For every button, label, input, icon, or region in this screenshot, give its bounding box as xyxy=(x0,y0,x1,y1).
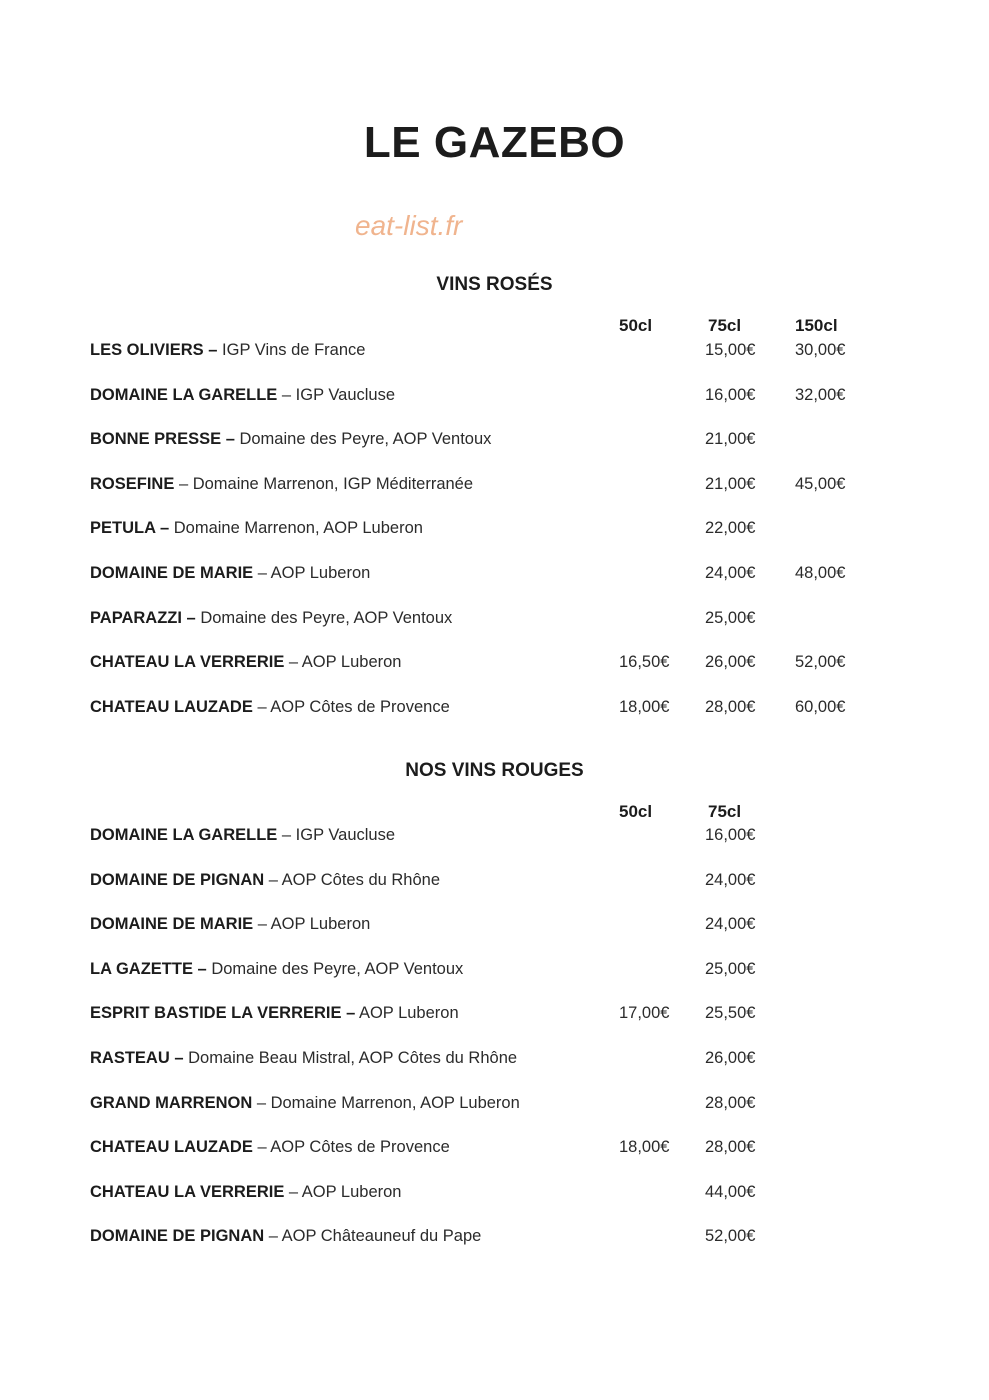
wine-description: – AOP Côtes de Provence xyxy=(252,697,450,716)
wine-row xyxy=(0,826,989,850)
wine-label xyxy=(90,653,401,672)
price-75cl: 24,00€ xyxy=(705,915,756,934)
price-75cl: 15,00€ xyxy=(705,341,756,359)
wine-description: Domaine des Peyre, AOP Ventoux xyxy=(195,608,453,627)
wine-label xyxy=(90,698,450,717)
wine-name: LA GAZETTE – xyxy=(90,959,207,978)
wine-name: CHATEAU LAUZADE xyxy=(90,697,253,716)
price-75cl: 24,00€ xyxy=(705,564,756,582)
wine-name: DOMAINE DE MARIE xyxy=(90,915,254,934)
wine-row xyxy=(0,1094,989,1118)
price-75cl: 24,00€ xyxy=(705,870,756,889)
wine-label xyxy=(90,915,370,934)
wine-description: – IGP Vaucluse xyxy=(277,385,396,404)
price-75cl: 52,00€ xyxy=(705,1227,756,1246)
section-title-rouges: NOS VINS ROUGES xyxy=(405,760,584,781)
wine-description: AOP Luberon xyxy=(355,1004,459,1023)
wine-label xyxy=(90,871,440,890)
watermark: eat-list.fr xyxy=(355,210,463,241)
wine-row xyxy=(0,1138,989,1162)
price-75cl: 25,50€ xyxy=(705,1004,756,1023)
price-50cl: 16,50€ xyxy=(619,653,670,672)
wine-name: GRAND MARRENON xyxy=(90,1093,253,1112)
wine-label xyxy=(90,960,463,979)
price-75cl: 26,00€ xyxy=(705,1049,756,1067)
price-75cl: 28,00€ xyxy=(705,1138,756,1157)
price-50cl: 17,00€ xyxy=(619,1004,670,1023)
roses-col-150cl: 150cl xyxy=(795,316,838,335)
price-75cl: 28,00€ xyxy=(705,1093,756,1112)
wine-name: CHATEAU LAUZADE xyxy=(90,1138,253,1157)
wine-description: – IGP Vaucluse xyxy=(277,826,396,844)
wine-name: LES OLIVIERS – xyxy=(90,341,218,359)
wine-description: – AOP Luberon xyxy=(253,915,371,934)
price-50cl: 18,00€ xyxy=(619,1138,670,1157)
wine-row xyxy=(0,564,989,588)
wine-row xyxy=(0,653,989,677)
price-150cl: 52,00€ xyxy=(795,653,846,672)
wine-description: Domaine des Peyre, AOP Ventoux xyxy=(206,959,464,978)
wine-row xyxy=(0,1049,989,1073)
price-150cl: 60,00€ xyxy=(795,697,846,716)
wine-label xyxy=(90,826,395,845)
roses-col-50cl: 50cl xyxy=(619,316,653,335)
wine-label xyxy=(90,341,365,360)
wine-label xyxy=(90,475,473,494)
price-75cl: 16,00€ xyxy=(705,385,756,404)
price-50cl: 18,00€ xyxy=(619,697,670,716)
wine-label xyxy=(90,386,395,405)
wine-row xyxy=(0,430,989,454)
wine-name: DOMAINE DE PIGNAN xyxy=(90,870,265,889)
wine-description: – AOP Luberon xyxy=(284,1182,402,1201)
wine-name: PAPARAZZI – xyxy=(90,608,196,627)
wine-row xyxy=(0,1183,989,1207)
wine-row xyxy=(0,871,989,895)
wine-description: Domaine des Peyre, AOP Ventoux xyxy=(234,430,492,449)
price-150cl: 45,00€ xyxy=(795,474,846,493)
price-75cl: 22,00€ xyxy=(705,519,756,538)
wine-row xyxy=(0,609,989,633)
wine-label xyxy=(90,430,491,449)
wine-name: DOMAINE DE MARIE xyxy=(90,564,254,582)
price-75cl: 44,00€ xyxy=(705,1182,756,1201)
wine-row xyxy=(0,915,989,939)
wine-label xyxy=(90,1004,459,1023)
price-150cl: 32,00€ xyxy=(795,385,846,404)
price-150cl: 48,00€ xyxy=(795,564,846,582)
price-75cl: 25,00€ xyxy=(705,959,756,978)
wine-description: – Domaine Marrenon, IGP Méditerranée xyxy=(174,474,474,493)
wine-name: ESPRIT BASTIDE LA VERRERIE – xyxy=(90,1004,356,1023)
wine-name: CHATEAU LA VERRERIE xyxy=(90,653,285,672)
wine-label xyxy=(90,1049,517,1068)
wine-row xyxy=(0,960,989,984)
wine-description: – Domaine Marrenon, AOP Luberon xyxy=(252,1093,520,1112)
price-75cl: 25,00€ xyxy=(705,608,756,627)
wine-row xyxy=(0,698,989,722)
wine-name: BONNE PRESSE – xyxy=(90,430,235,449)
price-75cl: 28,00€ xyxy=(705,697,756,716)
wine-row xyxy=(0,1227,989,1251)
wine-description: – AOP Luberon xyxy=(253,564,371,582)
wine-description: Domaine Marrenon, AOP Luberon xyxy=(169,519,423,538)
wine-label xyxy=(90,519,423,538)
wine-name: DOMAINE LA GARELLE xyxy=(90,826,278,844)
wine-label xyxy=(90,1094,520,1113)
wine-description: – AOP Côtes de Provence xyxy=(252,1138,450,1157)
wine-description: – AOP Côtes du Rhône xyxy=(264,870,440,889)
price-75cl: 21,00€ xyxy=(705,474,756,493)
wine-label xyxy=(90,564,370,583)
wine-description: – AOP Luberon xyxy=(284,653,402,672)
wine-row xyxy=(0,519,989,543)
wine-name: PETULA – xyxy=(90,519,170,538)
price-150cl: 30,00€ xyxy=(795,341,846,359)
wine-description: Domaine Beau Mistral, AOP Côtes du Rhône xyxy=(183,1049,518,1067)
wine-label xyxy=(90,609,452,628)
wine-name: DOMAINE DE PIGNAN xyxy=(90,1227,265,1246)
price-75cl: 16,00€ xyxy=(705,826,756,844)
wine-name: ROSEFINE xyxy=(90,474,175,493)
page-title: LE GAZEBO xyxy=(363,118,626,167)
price-75cl: 26,00€ xyxy=(705,653,756,672)
wine-label xyxy=(90,1227,481,1246)
wine-name: DOMAINE LA GARELLE xyxy=(90,385,278,404)
wine-description: – AOP Châteauneuf du Pape xyxy=(264,1227,482,1246)
rouges-col-75cl: 75cl xyxy=(708,802,742,821)
wine-description: IGP Vins de France xyxy=(217,341,366,359)
wine-label xyxy=(90,1183,401,1202)
wine-label xyxy=(90,1138,450,1157)
wine-row xyxy=(0,475,989,499)
price-75cl: 21,00€ xyxy=(705,430,756,449)
wine-name: RASTEAU – xyxy=(90,1049,184,1067)
section-title-roses: VINS ROSÉS xyxy=(436,274,553,295)
wine-row xyxy=(0,386,989,410)
wine-row xyxy=(0,1004,989,1028)
roses-col-75cl: 75cl xyxy=(708,316,742,335)
rouges-col-50cl: 50cl xyxy=(619,802,653,821)
wine-name: CHATEAU LA VERRERIE xyxy=(90,1182,285,1201)
wine-row xyxy=(0,341,989,365)
